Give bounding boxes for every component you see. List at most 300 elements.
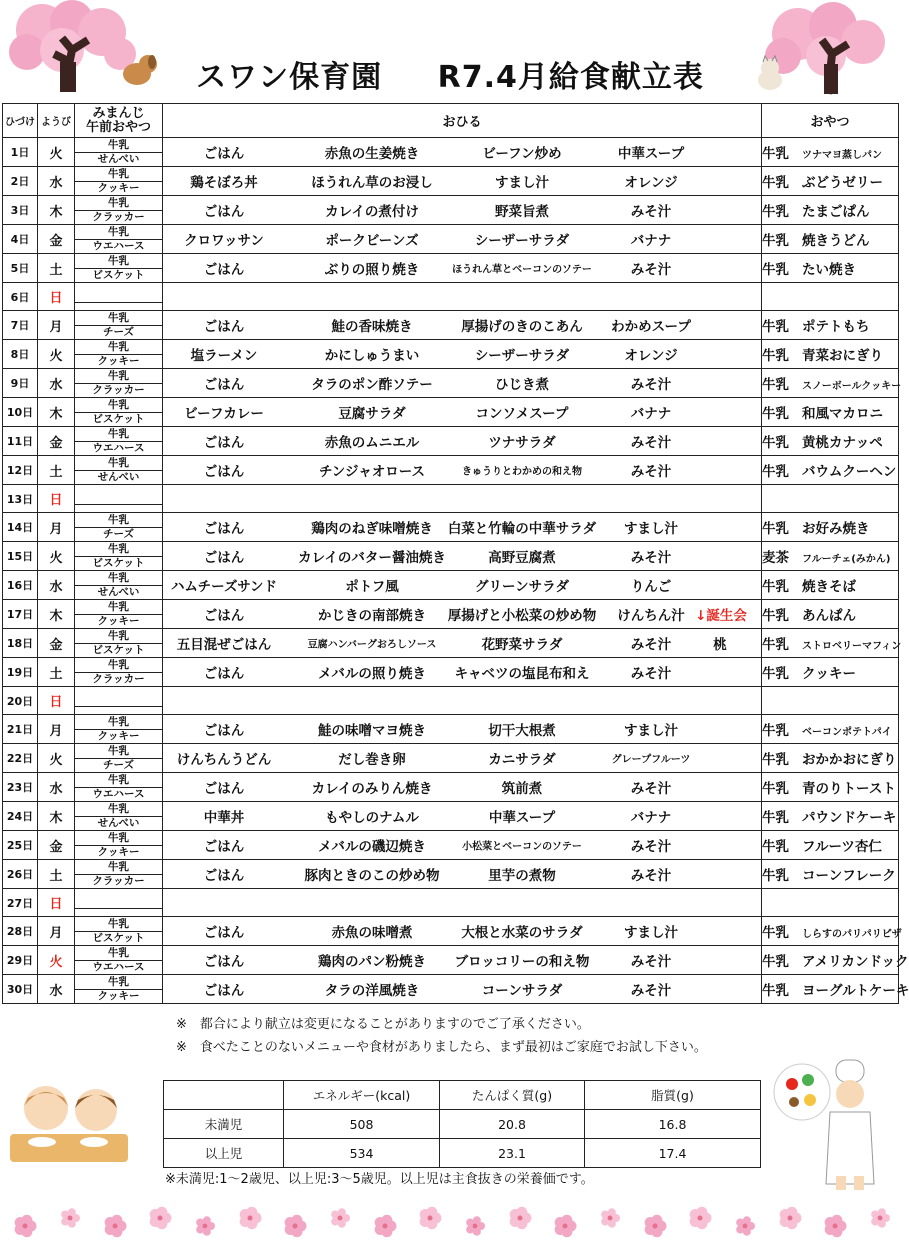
menu-row — [3, 831, 899, 860]
lunch-item: みそ汁 — [630, 550, 672, 566]
snack-drink: 牛乳 — [75, 660, 162, 673]
morning-snack — [75, 311, 163, 340]
snack-item: ウエハース — [92, 441, 145, 454]
day-date: 5日 — [3, 254, 38, 283]
menu-row — [3, 658, 899, 687]
oyatsu-drink: 牛乳 — [762, 983, 789, 999]
snack-item: クッキー — [97, 989, 140, 1002]
afternoon-snack — [762, 831, 899, 860]
cherry-blossom-border — [0, 1204, 900, 1240]
menu-row-sunday — [3, 889, 899, 917]
menu-row — [3, 513, 899, 542]
lunch-item: カニサラダ — [488, 752, 556, 768]
snack-drink: 牛乳 — [75, 342, 162, 355]
lunch-item: グリーンサラダ — [474, 579, 570, 595]
day-of-week: 水 — [38, 369, 75, 398]
afternoon-snack — [762, 427, 899, 456]
snack-item: ビスケット — [92, 412, 145, 425]
oyatsu-item: たまごぱん — [802, 204, 870, 220]
snack-item: チーズ — [103, 325, 134, 338]
blossom-icon — [61, 1208, 80, 1227]
blossom-icon — [736, 1216, 755, 1235]
menu-row — [3, 167, 899, 196]
snack-drink: 牛乳 — [75, 775, 162, 788]
lunch-cell — [163, 456, 762, 485]
day-of-week: 木 — [38, 600, 75, 629]
snack-drink: 牛乳 — [75, 429, 162, 442]
lunch-item: 厚揚げと小松菜の炒め物 — [447, 608, 597, 624]
lunch-item: 赤魚のムニエル — [324, 435, 420, 451]
morning-snack — [75, 513, 163, 542]
day-date: 9日 — [3, 369, 38, 398]
oyatsu-item: ぶどうゼリー — [802, 175, 883, 191]
snack-item: ビスケット — [92, 931, 145, 944]
oyatsu-item: フルーツ杏仁 — [802, 839, 882, 855]
lunch-cell — [163, 167, 762, 196]
oyatsu-item: 焼きうどん — [802, 233, 870, 249]
lunch-cell — [163, 196, 762, 225]
morning-snack — [75, 917, 163, 946]
day-date: 10日 — [3, 398, 38, 427]
lunch-item: みそ汁 — [630, 666, 672, 682]
snack-drink: 牛乳 — [75, 458, 162, 471]
lunch-item: カレイのバター醤油焼き — [298, 550, 446, 566]
afternoon-snack — [762, 571, 899, 600]
blossom-icon — [555, 1215, 577, 1237]
lunch-cell — [163, 398, 762, 427]
snack-item: クラッカー — [92, 874, 145, 887]
lunch-item: わかめスープ — [611, 319, 691, 335]
morning-snack — [75, 398, 163, 427]
nutrition-label: 未満児 — [164, 1110, 284, 1139]
lunch-item: ごはん — [203, 377, 245, 393]
afternoon-snack — [762, 369, 902, 398]
afternoon-snack — [762, 513, 899, 542]
lunch-item: ポークビーンズ — [325, 233, 419, 249]
lunch-cell — [163, 917, 762, 946]
oyatsu-drink: 牛乳 — [762, 666, 789, 682]
oyatsu-drink: 牛乳 — [762, 752, 789, 768]
lunch-item: 小松菜とベーコンのソテー — [462, 841, 582, 853]
snack-item: チーズ — [103, 527, 134, 540]
lunch-cell — [163, 687, 762, 715]
lunch-item: 切干大根煮 — [488, 723, 556, 739]
snack-drink: 牛乳 — [75, 256, 162, 269]
blossom-icon — [15, 1215, 37, 1237]
oyatsu-drink: 牛乳 — [762, 839, 789, 855]
title-school: スワン保育園 — [196, 60, 383, 95]
snack-item: クラッカー — [92, 672, 145, 685]
afternoon-snack — [762, 946, 909, 975]
day-of-week: 土 — [38, 658, 75, 687]
lunch-item: みそ汁 — [630, 954, 672, 970]
morning-snack — [75, 629, 163, 658]
lunch-cell — [163, 340, 762, 369]
lunch-cell — [163, 571, 762, 600]
lunch-cell — [163, 831, 762, 860]
afternoon-snack — [762, 196, 899, 225]
lunch-cell — [163, 542, 762, 571]
nutrition-row-under3 — [164, 1110, 761, 1139]
day-of-week: 水 — [38, 571, 75, 600]
snack-item: クッキー — [97, 845, 140, 858]
lunch-item: 鮭の味噌マヨ焼き — [318, 723, 426, 739]
morning-snack — [75, 600, 163, 629]
oyatsu-item: バウムクーヘン — [802, 464, 897, 480]
header-lunch: おひる — [163, 104, 762, 138]
snack-drink: 牛乳 — [75, 717, 162, 730]
snack-drink: 牛乳 — [75, 631, 162, 644]
snack-item: クラッカー — [92, 210, 145, 223]
menu-row — [3, 629, 899, 658]
menu-row — [3, 600, 899, 629]
afternoon-snack — [762, 860, 899, 889]
oyatsu-drink: 牛乳 — [762, 637, 789, 653]
afternoon-snack — [762, 975, 909, 1004]
lunch-item: ビーフン炒め — [482, 146, 562, 162]
header-snack — [75, 104, 163, 138]
day-date: 14日 — [3, 513, 38, 542]
day-of-week: 水 — [38, 773, 75, 802]
lunch-item: シーザーサラダ — [474, 348, 570, 364]
menu-table — [2, 103, 909, 1004]
lunch-cell — [163, 254, 762, 283]
menu-row — [3, 542, 899, 571]
oyatsu-item: クッキー — [802, 666, 856, 682]
oyatsu-drink: 牛乳 — [762, 608, 789, 624]
oyatsu-item: ヨーグルトケーキ — [802, 983, 909, 999]
lunch-cell — [163, 860, 762, 889]
lunch-item: ごはん — [203, 435, 245, 451]
day-date: 26日 — [3, 860, 38, 889]
oyatsu-item: コーンフレーク — [802, 868, 896, 884]
day-of-week: 金 — [38, 831, 75, 860]
afternoon-snack — [762, 283, 899, 311]
afternoon-snack — [762, 138, 899, 167]
lunch-item: ごはん — [203, 262, 245, 278]
menu-row — [3, 225, 899, 254]
lunch-item: ハムチーズサンド — [170, 579, 278, 595]
lunch-item: ごはん — [203, 723, 245, 739]
menu-row — [3, 917, 899, 946]
afternoon-snack — [762, 340, 899, 369]
oyatsu-drink: 牛乳 — [762, 435, 789, 451]
lunch-item: バナナ — [630, 406, 672, 422]
menu-row — [3, 946, 899, 975]
morning-snack — [75, 138, 163, 167]
oyatsu-item: ベーコンポテトパイ — [802, 727, 892, 738]
snack-item: クラッカー — [92, 383, 145, 396]
lunch-item: みそ汁 — [630, 204, 672, 220]
day-date: 30日 — [3, 975, 38, 1004]
lunch-cell — [163, 889, 762, 917]
nutrition-fat: 17.4 — [585, 1139, 761, 1168]
afternoon-snack — [762, 889, 899, 917]
afternoon-snack — [762, 225, 899, 254]
lunch-item: みそ汁 — [630, 464, 672, 480]
lunch-cell — [163, 225, 762, 254]
oyatsu-item: しらすのパリパリピザ — [802, 929, 902, 940]
oyatsu-drink: 牛乳 — [762, 810, 789, 826]
snack-drink: 牛乳 — [75, 198, 162, 211]
nutrition-header-row — [164, 1081, 761, 1110]
blossom-icon — [466, 1216, 485, 1235]
morning-snack — [75, 687, 163, 715]
day-of-week: 水 — [38, 167, 75, 196]
blossom-icon — [780, 1207, 802, 1229]
lunch-item: ごはん — [203, 550, 245, 566]
blossom-icon — [420, 1207, 442, 1229]
lunch-item: バナナ — [630, 233, 672, 249]
afternoon-snack — [762, 254, 899, 283]
lunch-item: すまし汁 — [495, 175, 549, 191]
children-eating-illustration — [4, 1078, 134, 1166]
lunch-item: バナナ — [630, 810, 672, 826]
snack-item: ビスケット — [92, 268, 145, 281]
day-of-week: 月 — [38, 715, 75, 744]
lunch-item: チンジャオロース — [318, 464, 426, 480]
lunch-item: ごはん — [203, 925, 245, 941]
lunch-item: 野菜旨煮 — [495, 204, 549, 220]
day-date: 8日 — [3, 340, 38, 369]
day-date: 20日 — [3, 687, 38, 715]
lunch-item: カレイの煮付け — [325, 204, 419, 220]
lunch-item: 厚揚げのきのこあん — [461, 319, 583, 335]
afternoon-snack — [762, 398, 899, 427]
lunch-item: ごはん — [203, 464, 245, 480]
blossom-icon — [825, 1215, 847, 1237]
lunch-item: 五目混ぜごはん — [176, 637, 272, 653]
day-of-week: 金 — [38, 427, 75, 456]
menu-row — [3, 369, 899, 398]
oyatsu-drink: 牛乳 — [762, 175, 789, 191]
oyatsu-item: 青菜おにぎり — [802, 348, 883, 364]
lunch-item: 鶏肉のパン粉焼き — [318, 954, 426, 970]
menu-row — [3, 196, 899, 225]
lunch-item: 塩ラーメン — [190, 348, 258, 364]
afternoon-snack — [762, 715, 899, 744]
day-date: 12日 — [3, 456, 38, 485]
snack-drink: 牛乳 — [75, 544, 162, 557]
lunch-item: けんちん汁 — [617, 608, 685, 624]
day-of-week: 土 — [38, 456, 75, 485]
lunch-cell — [163, 629, 762, 658]
morning-snack — [75, 340, 163, 369]
lunch-cell — [163, 485, 762, 513]
day-of-week: 木 — [38, 802, 75, 831]
menu-row — [3, 254, 899, 283]
menu-row — [3, 138, 899, 167]
lunch-cell — [163, 946, 762, 975]
lunch-item: 豆腐ハンバーグおろしソース — [307, 639, 437, 651]
lunch-item: グレープフルーツ — [611, 754, 691, 766]
morning-snack — [75, 831, 163, 860]
lunch-cell — [163, 975, 762, 1004]
lunch-item: すまし汁 — [624, 723, 678, 739]
lunch-item: 赤魚の生姜焼き — [324, 146, 420, 162]
day-of-week: 日 — [38, 283, 75, 311]
day-date: 18日 — [3, 629, 38, 658]
morning-snack — [75, 889, 163, 917]
day-of-week: 日 — [38, 889, 75, 917]
afternoon-snack — [762, 802, 899, 831]
day-date: 28日 — [3, 917, 38, 946]
day-of-week: 火 — [38, 340, 75, 369]
oyatsu-drink: 牛乳 — [762, 233, 789, 249]
lunch-item: 鶏そぼろ丼 — [190, 175, 258, 191]
oyatsu-item: アメリカンドック — [802, 954, 909, 970]
day-of-week: 土 — [38, 254, 75, 283]
lunch-item: コンソメスープ — [475, 406, 569, 422]
footer-note: ※未満児:1～2歳児、以上児:3～5歳児。以上児は主食抜きの栄養価です。 — [165, 1172, 594, 1187]
lunch-item: ポトフ風 — [345, 579, 399, 595]
day-of-week: 月 — [38, 311, 75, 340]
nutrition-table — [163, 1080, 761, 1168]
day-date: 25日 — [3, 831, 38, 860]
note-trial: ※ 食べたことのないメニューや食材がありましたら、まず最初はご家庭でお試し下さい。 — [176, 1040, 707, 1055]
blossom-icon — [196, 1216, 215, 1235]
afternoon-snack — [762, 456, 899, 485]
snack-drink: 牛乳 — [75, 400, 162, 413]
snack-item: ウエハース — [92, 787, 145, 800]
snack-item: ビスケット — [92, 643, 145, 656]
lunch-item: ごはん — [203, 521, 245, 537]
blossom-icon — [601, 1208, 620, 1227]
menu-row-sunday — [3, 485, 899, 513]
oyatsu-item: 青のりトースト — [802, 781, 896, 797]
day-of-week: 火 — [38, 542, 75, 571]
blossom-icon — [331, 1208, 350, 1227]
oyatsu-drink: 牛乳 — [762, 521, 789, 537]
blossom-icon — [375, 1215, 397, 1237]
lunch-cell — [163, 802, 762, 831]
snack-drink: 牛乳 — [75, 140, 162, 153]
lunch-item: ぶりの照り焼き — [324, 262, 420, 278]
snack-item: チーズ — [103, 758, 134, 771]
snack-drink: 牛乳 — [75, 977, 162, 990]
day-date: 19日 — [3, 658, 38, 687]
day-of-week: 水 — [38, 975, 75, 1004]
lunch-item: ほうれん草とベーコンのソテー — [452, 264, 592, 276]
lunch-item: 筑前煮 — [501, 781, 543, 797]
morning-snack — [75, 225, 163, 254]
snack-drink: 牛乳 — [75, 862, 162, 875]
day-of-week: 土 — [38, 860, 75, 889]
oyatsu-item: おかかおにぎり — [802, 752, 897, 768]
oyatsu-drink: 牛乳 — [762, 723, 789, 739]
afternoon-snack — [762, 917, 902, 946]
lunch-item: 豆腐サラダ — [338, 406, 406, 422]
page-title — [0, 52, 900, 96]
day-date: 29日 — [3, 946, 38, 975]
morning-snack — [75, 542, 163, 571]
lunch-item: りんご — [630, 579, 672, 595]
snack-drink: 牛乳 — [75, 313, 162, 326]
lunch-item: きゅうりとわかめの和え物 — [462, 466, 582, 478]
oyatsu-drink: 牛乳 — [762, 406, 789, 422]
menu-header-row — [3, 104, 899, 138]
oyatsu-drink: 牛乳 — [762, 204, 789, 220]
oyatsu-drink: 牛乳 — [762, 781, 789, 797]
oyatsu-item: 黄桃カナッペ — [802, 435, 883, 451]
lunch-cell — [163, 744, 762, 773]
lunch-item: 鮭の香味焼き — [331, 319, 413, 335]
blossom-icon — [690, 1207, 712, 1229]
snack-drink: 牛乳 — [75, 573, 162, 586]
oyatsu-item: ストロベリーマフィン — [802, 641, 902, 652]
lunch-cell — [163, 715, 762, 744]
menu-row — [3, 975, 899, 1004]
lunch-item: キャベツの塩昆布和え — [454, 666, 590, 682]
snack-drink: 牛乳 — [75, 169, 162, 182]
lunch-item: ごはん — [203, 781, 245, 797]
lunch-cell — [163, 513, 762, 542]
snack-item: ウエハース — [92, 960, 145, 973]
afternoon-snack — [762, 773, 899, 802]
lunch-item: カレイのみりん焼き — [311, 781, 433, 797]
morning-snack — [75, 715, 163, 744]
lunch-item: みそ汁 — [630, 983, 672, 999]
lunch-cell — [163, 311, 762, 340]
snack-item: クッキー — [97, 614, 140, 627]
morning-snack — [75, 167, 163, 196]
morning-snack — [75, 571, 163, 600]
oyatsu-item: あんぱん — [802, 608, 856, 624]
day-date: 1日 — [3, 138, 38, 167]
day-date: 21日 — [3, 715, 38, 744]
oyatsu-drink: 牛乳 — [762, 377, 789, 393]
oyatsu-drink: 牛乳 — [762, 868, 789, 884]
nutrition-row-over3 — [164, 1139, 761, 1168]
snack-item: クッキー — [97, 354, 140, 367]
morning-snack — [75, 860, 163, 889]
lunch-item: かじきの南部焼き — [318, 608, 426, 624]
menu-row — [3, 340, 899, 369]
afternoon-snack — [762, 600, 899, 629]
lunch-item: すまし汁 — [624, 925, 678, 941]
lunch-item: 桃 — [713, 637, 727, 653]
lunch-item: 豚肉ときのこの炒め物 — [304, 868, 440, 884]
blossom-icon — [285, 1215, 307, 1237]
header-dow: ようび — [38, 104, 75, 138]
blossom-icon — [645, 1215, 667, 1237]
lunch-item: 里芋の煮物 — [488, 868, 556, 884]
snack-drink: 牛乳 — [75, 746, 162, 759]
lunch-item: コーンサラダ — [481, 983, 563, 999]
lunch-item: メバルの磯辺焼き — [318, 839, 426, 855]
oyatsu-drink: 牛乳 — [762, 262, 789, 278]
nutrition-energy: 534 — [284, 1139, 440, 1168]
lunch-item: みそ汁 — [630, 868, 672, 884]
day-of-week: 木 — [38, 196, 75, 225]
menu-row — [3, 802, 899, 831]
oyatsu-item: スノーボールクッキー — [802, 381, 902, 392]
morning-snack — [75, 773, 163, 802]
title-menu: R7.4月給食献立表 — [437, 60, 704, 95]
oyatsu-drink: 牛乳 — [762, 146, 789, 162]
lunch-item: 赤魚の味噌煮 — [331, 925, 413, 941]
header-snack-line2: 午前おやつ — [85, 119, 151, 135]
day-date: 23日 — [3, 773, 38, 802]
day-of-week: 日 — [38, 687, 75, 715]
afternoon-snack — [762, 687, 899, 715]
lunch-item: ごはん — [203, 608, 245, 624]
lunch-cell — [163, 600, 762, 629]
afternoon-snack — [762, 744, 899, 773]
lunch-item: クロワッサン — [184, 233, 264, 249]
lunch-item: ごはん — [203, 319, 245, 335]
lunch-item: 花野菜サラダ — [481, 637, 563, 653]
